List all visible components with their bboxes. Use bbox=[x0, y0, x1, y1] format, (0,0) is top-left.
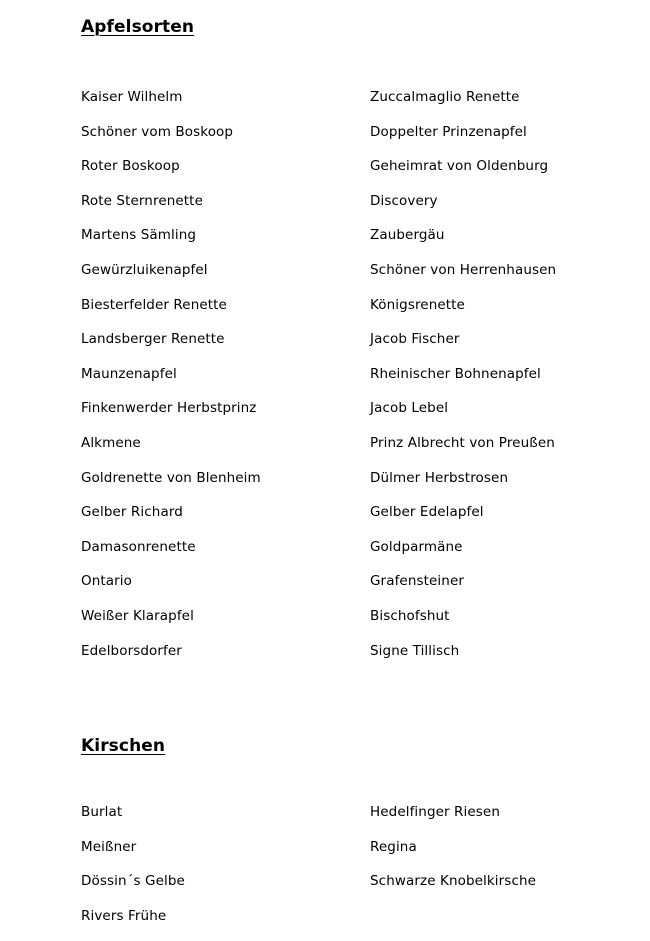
variety-item-right: Signe Tillisch bbox=[370, 642, 460, 659]
variety-item-left: Maunzenapfel bbox=[81, 365, 177, 382]
variety-item-right: Prinz Albrecht von Preußen bbox=[370, 434, 555, 451]
variety-item-left: Alkmene bbox=[81, 434, 141, 451]
variety-item-left: Goldrenette von Blenheim bbox=[81, 469, 261, 486]
variety-item-left: Weißer Klarapfel bbox=[81, 607, 194, 624]
variety-item-left: Rivers Frühe bbox=[81, 907, 167, 924]
variety-item-right: Geheimrat von Oldenburg bbox=[370, 158, 549, 175]
variety-item-right: Zaubergäu bbox=[370, 227, 445, 244]
variety-item-right: Jacob Lebel bbox=[370, 400, 449, 417]
variety-item-right: Regina bbox=[370, 838, 417, 855]
variety-item-right: Dülmer Herbstrosen bbox=[370, 469, 509, 486]
variety-item-right: Goldparmäne bbox=[370, 538, 463, 555]
variety-item-right: Grafensteiner bbox=[370, 573, 464, 590]
variety-item-right: Discovery bbox=[370, 192, 438, 209]
kirschen-list bbox=[81, 803, 610, 941]
variety-item-left: Ontario bbox=[81, 573, 133, 590]
variety-item-left: Damasonrenette bbox=[81, 538, 196, 555]
variety-item-left: Finkenwerder Herbstprinz bbox=[81, 400, 257, 417]
variety-item-right: Hedelfinger Riesen bbox=[370, 804, 500, 820]
variety-item-right: Schöner von Herrenhausen bbox=[370, 261, 557, 278]
variety-item-right: Zuccalmaglio Renette bbox=[370, 89, 520, 105]
variety-item-left: Roter Boskoop bbox=[81, 158, 180, 175]
variety-item-left: Burlat bbox=[81, 804, 123, 820]
variety-item-right: Schwarze Knobelkirsche bbox=[370, 873, 537, 890]
variety-item-left: Dössin´s Gelbe bbox=[81, 873, 185, 890]
variety-item-left: Schöner vom Boskoop bbox=[81, 123, 234, 140]
variety-item-left: Landsberger Renette bbox=[81, 331, 225, 348]
variety-item-left: Meißner bbox=[81, 838, 137, 855]
apfelsorten-list bbox=[81, 88, 610, 676]
variety-item-left: Biesterfelder Renette bbox=[81, 296, 227, 313]
variety-item-right: Doppelter Prinzenapfel bbox=[370, 123, 527, 140]
section-heading-apfelsorten: Apfelsorten bbox=[81, 17, 195, 37]
variety-item-left: Martens Sämling bbox=[81, 227, 197, 244]
variety-item-left: Gelber Richard bbox=[81, 504, 183, 521]
variety-item-left: Rote Sternrenette bbox=[81, 192, 203, 209]
variety-item-left: Gewürzluikenapfel bbox=[81, 261, 208, 278]
variety-item-left: Edelborsdorfer bbox=[81, 642, 182, 659]
variety-item-right: Königsrenette bbox=[370, 296, 465, 313]
variety-item-right: Jacob Fischer bbox=[370, 331, 460, 348]
variety-item-right: Gelber Edelapfel bbox=[370, 504, 484, 521]
section-heading-kirschen: Kirschen bbox=[81, 736, 166, 756]
variety-item-left: Kaiser Wilhelm bbox=[81, 89, 183, 105]
variety-item-right: Rheinischer Bohnenapfel bbox=[370, 365, 541, 382]
variety-item-right: Bischofshut bbox=[370, 607, 450, 624]
